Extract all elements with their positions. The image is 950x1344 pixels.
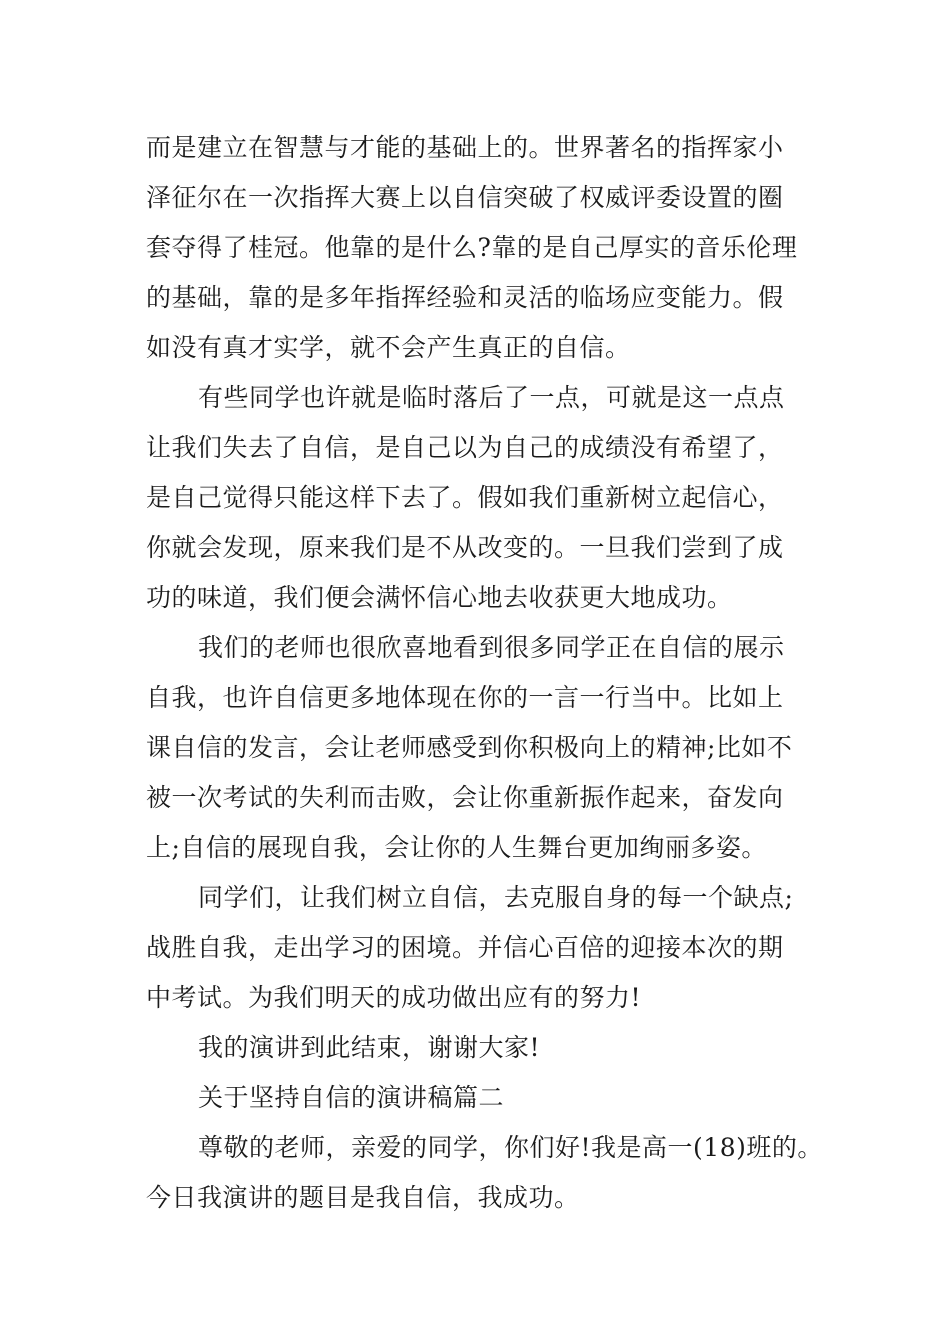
text-line: 是自己觉得只能这样下去了。假如我们重新树立起信心， <box>146 483 784 512</box>
text-line: 战胜自我，走出学习的困境。并信心百倍的迎接本次的期 <box>146 933 784 962</box>
text-line: 套夺得了桂冠。他靠的是什么?靠的是自己厚实的音乐伦理 <box>146 233 798 262</box>
section-heading: 关于坚持自信的演讲稿篇二 <box>198 1083 505 1112</box>
paragraph-start-line: 尊敬的老师，亲爱的同学，你们好!我是高一(18)班的。 <box>198 1133 823 1162</box>
text-line: 泽征尔在一次指挥大赛上以自信突破了权威评委设置的圈 <box>146 183 784 212</box>
text-line: 的基础，靠的是多年指挥经验和灵活的临场应变能力。假 <box>146 283 784 312</box>
text-line: 上;自信的展现自我，会让你的人生舞台更加绚丽多姿。 <box>146 833 767 862</box>
paragraph-start-line: 我们的老师也很欣喜地看到很多同学正在自信的展示 <box>198 633 785 662</box>
text-line: 让我们失去了自信，是自己以为自己的成绩没有希望了， <box>146 433 784 462</box>
text-line: 功的味道，我们便会满怀信心地去收获更大地成功。 <box>146 583 733 612</box>
text-line: 中考试。为我们明天的成功做出应有的努力! <box>146 983 642 1012</box>
text-line: 今日我演讲的题目是我自信，我成功。 <box>146 1183 580 1212</box>
text-line: 课自信的发言，会让老师感受到你积极向上的精神;比如不 <box>146 733 793 762</box>
paragraph-start-line: 有些同学也许就是临时落后了一点，可就是这一点点 <box>198 383 785 412</box>
text-line: 而是建立在智慧与才能的基础上的。世界著名的指挥家小 <box>146 133 784 162</box>
text-line: 如没有真才实学，就不会产生真正的自信。 <box>146 333 631 362</box>
document-body <box>146 123 826 1223</box>
text-line: 你就会发现，原来我们是不从改变的。一旦我们尝到了成 <box>146 533 784 562</box>
text-line: 自我，也许自信更多地体现在你的一言一行当中。比如上 <box>146 683 784 712</box>
paragraph-start-line: 同学们，让我们树立自信，去克服自身的每一个缺点; <box>198 883 794 912</box>
closing-line: 我的演讲到此结束，谢谢大家! <box>198 1033 541 1062</box>
text-line: 被一次考试的失利而击败，会让你重新振作起来，奋发向 <box>146 783 784 812</box>
